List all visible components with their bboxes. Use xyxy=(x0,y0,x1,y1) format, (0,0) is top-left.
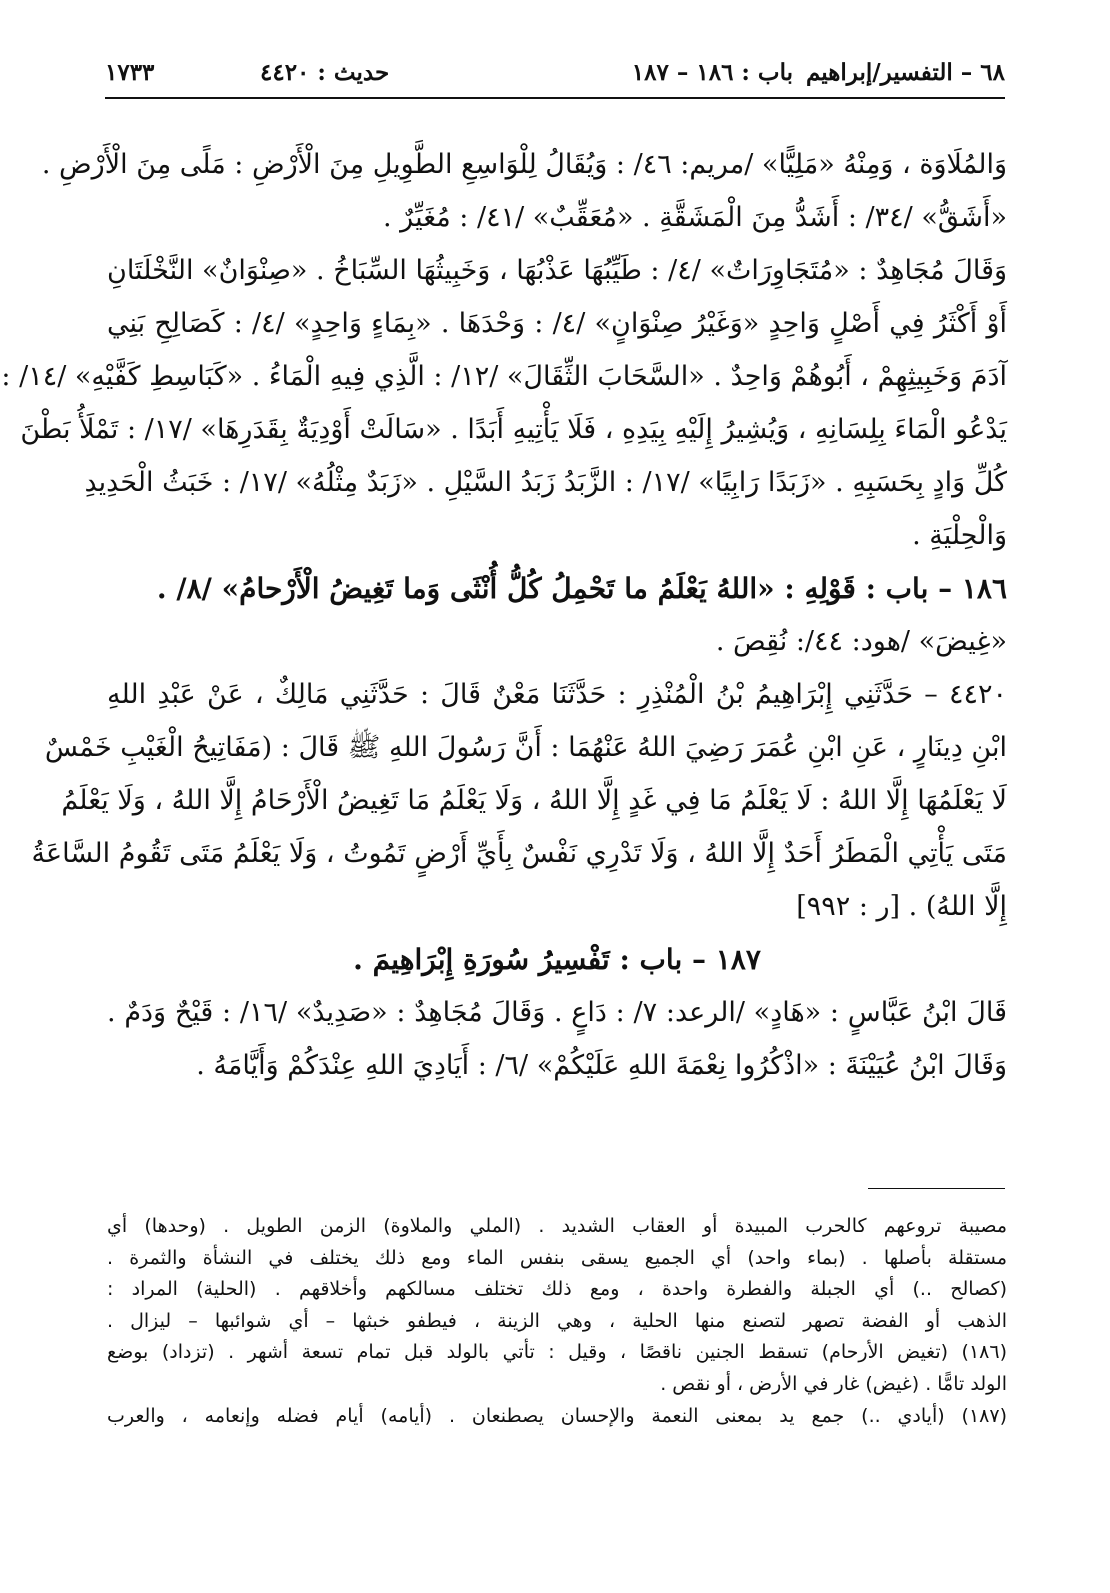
footnote-divider xyxy=(868,1188,1005,1189)
text-line: آدَمَ وَخَبِيثِهِمْ ، أَبُوهُمْ وَاحِدٌ . «السَّحَابَ الثِّقَالَ» /١٢/ : الَّذِي فِيهِ الْمَاءُ . «كَبَاسِطِ كَفَّيْهِ» /١٤/ : xyxy=(1,361,1007,392)
text-line: وَالمُلَاوَة ، وَمِنْهُ «مَلِيًّا» /مريم: ٤٦/ : وَيُقَالُ لِلْوَاسِعِ الطَّوِيلِ مِنَ الْأَرْضِ : مَلًى مِنَ الْأَرْضِ . xyxy=(41,149,1007,180)
text-line: قَالَ ابْنُ عَبَّاسٍ : «هَادٍ» /الرعد: ٧/ : دَاعٍ . وَقَالَ مُجَاهِدٌ : «صَدِيدٌ» /١٦/ : قَيْحٌ وَدَمٌ . xyxy=(107,997,1007,1028)
text-line: أَوْ أَكْثَرُ فِي أَصْلٍ وَاحِدٍ «وَغَيْرُ صِنْوَانٍ» /٤/ : وَحْدَهَا . «بِمَاءٍ وَاحِدٍ» /٤/ : كَصَالِحِ بَنِي xyxy=(107,308,1007,339)
footnote-line: الذهب أو الفضة تصهر لتصنع منها الحلية ، وهي الزينة ، فيطفو خبثها – أي شوائبها – ليزال . xyxy=(107,1309,1007,1332)
hadith-line: إِلَّا اللهُ) . [ر : ٩٩٢] xyxy=(796,891,1007,922)
text-line: كُلِّ وَادٍ بِحَسَبِهِ . «زَبَدًا رَابِيًا» /١٧/ : الزَّبَدُ زَبَدُ السَّيْلِ . «زَبَدٌ مِثْلُهُ» /١٧/ : خَبَثُ الْحَدِيدِ xyxy=(84,467,1007,498)
footnote-line: مستقلة بأصلها . (بماء واحد) أي الجميع يسقى بنفس الماء ومع ذلك يختلف في النشأة والثمرة . xyxy=(107,1246,1007,1269)
text-line: وَالْحِلْيَةِ . xyxy=(912,520,1007,551)
hadith-line: لَا يَعْلَمُهَا إِلَّا اللهُ : لَا يَعْلَمُ مَا فِي غَدٍ إِلَّا اللهُ ، وَلَا يَعْلَمُ مَا تَغِيضُ الْأَرْحَامُ إِلَّا اللهُ ، وَلَا يَعْلَمُ xyxy=(61,785,1007,816)
footnote-line: مصيبة تروعهم كالحرب المبيدة أو العقاب الشديد . (الملي والملاوة) الزمن الطويل . (وحدها) أي xyxy=(107,1215,1007,1237)
hadith-line: ٤٤٢٠ – حَدَّثَنِي إِبْرَاهِيمُ بْنُ الْمُنْذِرِ : حَدَّثَنَا مَعْنٌ قَالَ : حَدَّثَنِي مَالِكٌ ، عَنْ عَبْدِ اللهِ xyxy=(107,679,1007,710)
footnote-line: (كصالح ..) أي الجبلة والفطرة واحدة ، ومع ذلك تختلف مسالكهم وأخلاقهم . (الحلية) المراد : xyxy=(107,1278,1007,1301)
hadith-line: ابْنِ دِينَارٍ ، عَنِ ابْنِ عُمَرَ رَضِيَ اللهُ عَنْهُمَا : أَنَّ رَسُولَ اللهِ ﷺ قَالَ : (مَفَاتِيحُ الْغَيْبِ خَمْسٌ xyxy=(44,732,1007,763)
hadith-line: مَتَى يَأْتِي الْمَطَرُ أَحَدٌ إِلَّا اللهُ ، وَلَا تَدْرِي نَفْسٌ بِأَيِّ أَرْضٍ تَمُوتُ ، وَلَا يَعْلَمُ مَتَى تَقُومُ السَّاعَةُ xyxy=(31,838,1007,869)
text-line: يَدْعُو الْمَاءَ بِلِسَانِهِ ، وَيُشِيرُ إِلَيْهِ بِيَدِهِ ، فَلَا يَأْتِيهِ أَبَدًا . «سَالَتْ أَوْدِيَةٌ بِقَدَرِهَا» /١٧/ : تَمْلَأُ بَطْنَ xyxy=(20,414,1007,445)
text-line: «غِيضَ» /هود: ٤٤/: نُقِصَ . xyxy=(715,626,1007,657)
hadith-number: حديث : ٤٤٢٠ xyxy=(260,59,390,86)
footnote-line: (١٨٧) (أيادي ..) جمع يد بمعنى النعمة والإحسان يصطنعان . (أيامه) أيام فضله وإنعامه ، والعرب xyxy=(107,1404,1007,1427)
footnote-line: الولد تامًّا . (غيض) غار في الأرض ، أو نقص . xyxy=(660,1372,1007,1395)
running-header xyxy=(105,55,1005,91)
text-line: وَقَالَ ابْنُ عُيَيْنَةَ : «اذْكُرُوا نِعْمَةَ اللهِ عَلَيْكُمْ» /٦/ : أَيَادِيَ اللهِ عِنْدَكُمْ وَأَيَّامَهُ . xyxy=(196,1050,1007,1081)
text-line: «أَشَقُّ» /٣٤/ : أَشَدُّ مِنَ الْمَشَقَّةِ . «مُعَقِّبٌ» /٤١/ : مُغَيِّرٌ . xyxy=(383,202,1007,233)
footnotes xyxy=(107,1211,1007,1432)
header-divider xyxy=(105,97,1005,99)
page-number: ١٧٣٣ xyxy=(105,59,155,86)
main-text xyxy=(1,138,1008,1092)
chapter-heading-186: ١٨٦ – باب : قَوْلِهِ : «اللهُ يَعْلَمُ ما تَحْمِلُ كُلُّ أُنْثَى وَما تَغِيضُ الْأَرْحامُ» /٨/ . xyxy=(156,572,1007,605)
chapter-heading-187: ١٨٧ – باب : تَفْسِيرُ سُورَةِ إِبْرَاهِيمَ . xyxy=(353,943,761,976)
chapter-title: ٦٨ – التفسير/إبراهيم xyxy=(805,59,1005,86)
text-line: وَقَالَ مُجَاهِدٌ : «مُتَجَاوِرَاتٌ» /٤/ : طَيِّبُهَا عَذْبُهَا ، وَخَبِيثُهَا السِّبَاخُ . «صِنْوَانٌ» النَّخْلَتَانِ xyxy=(107,255,1008,286)
bab-range: باب : ١٨٦ – ١٨٧ xyxy=(631,59,793,86)
footnote-line: (١٨٦) (تغيض الأرحام) تسقط الجنين ناقصًا ، وقيل : تأتي بالولد قبل تمام تسعة أشهر . (تزداد) بوضع xyxy=(107,1341,1007,1364)
